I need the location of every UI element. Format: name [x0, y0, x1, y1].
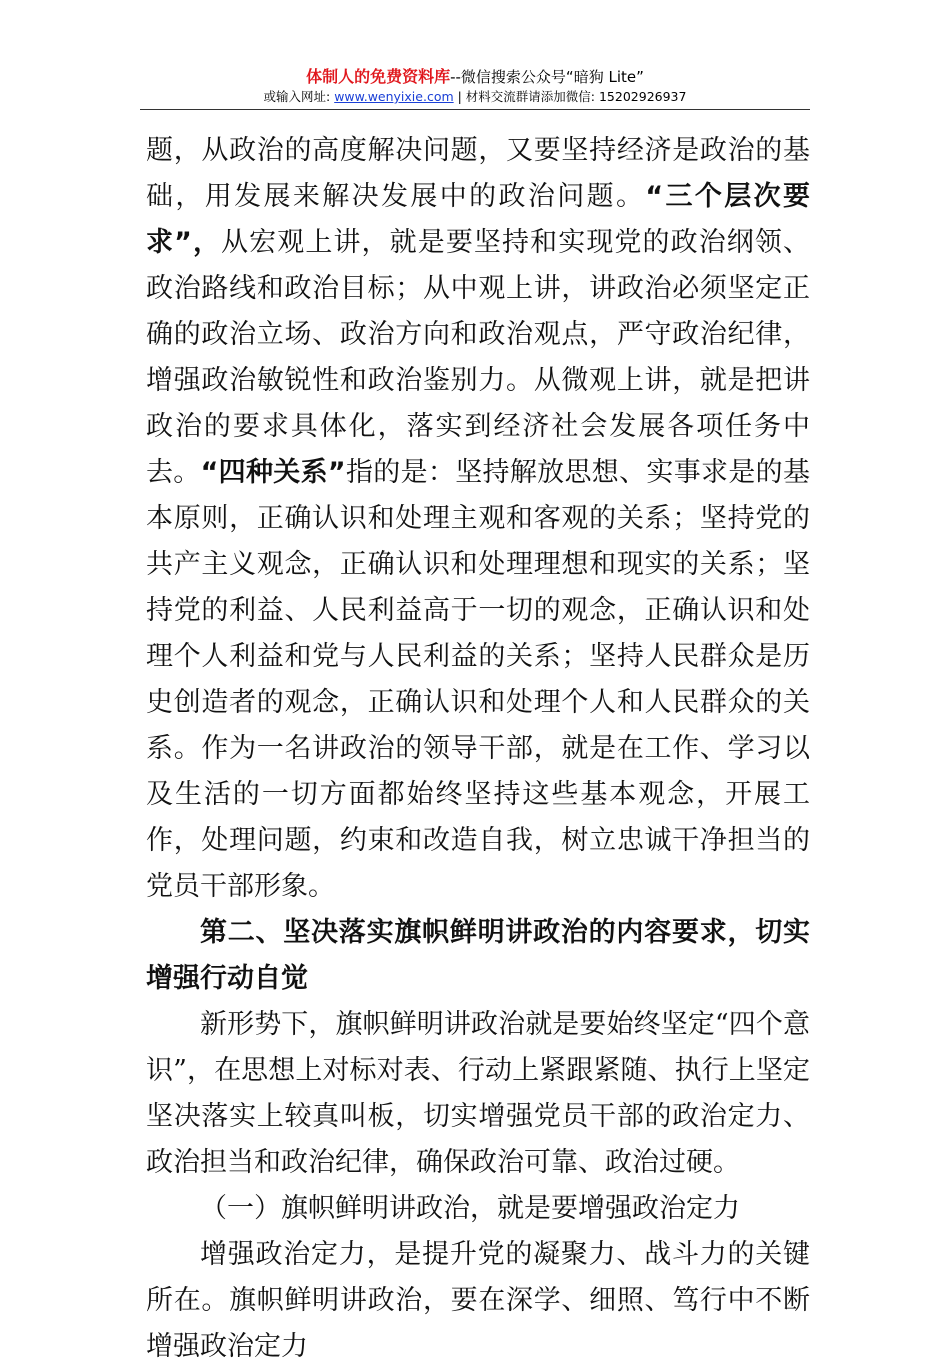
header-url-prefix: 或输入网址: [263, 89, 335, 104]
emphasis-three-levels: “三个层次要求”， [146, 181, 810, 258]
paragraph-1-text-e: 指的是：坚持解放思想、实事求是的基本原则，正确认识和处理主观和客观的关系；坚持党的共产主义观念，正确认识和处理理想和现实的关系；坚持党的利益、人民利益高于一切的观念，正确认识和处理个人利益和党与人民利益的关系；坚持人民群众是历史创造者的观念，正确认识和处理个人和人民群众的关系。作为一名讲政治的领导干部，就是在工作、学习以及生活的一切方面都始终坚持这些基本观念，开展工作，处理问题，约束和改造自我，树立忠诚干净担当的党员干部形象。 [146, 457, 810, 902]
header-line-1 [140, 66, 810, 88]
paragraph-1 [146, 128, 810, 910]
subsection-heading-1: （一）旗帜鲜明讲政治，就是要增强政治定力 [200, 1193, 740, 1224]
paragraph-3: 增强政治定力，是提升党的凝聚力、战斗力的关键所在。旗帜鲜明讲政治，要在深学、细照、笃行中不断增强政治定力 [146, 1239, 810, 1362]
emphasis-four-relations: “四种关系” [200, 457, 346, 488]
header-line-2 [140, 88, 810, 106]
paragraph-1-text-c: 从宏观上讲，就是要坚持和实现党的政治纲领、政治路线和政治目标；从中观上讲，讲政治必须坚定正确的政治立场、政治方向和政治观点，严守政治纪律，增强政治敏锐性和政治鉴别力。从微观上讲，就是把讲政治的要求具体化，落实到经济社会发展各项任务中去。 [146, 227, 811, 488]
header-brand: 体制人的免费资料库 [306, 67, 451, 86]
paragraph-1-text-a: 题，从政治的高度解决问题，又要坚持经济是政治的基础，用发展来解决发展中的政治问题。 [146, 135, 810, 212]
paragraph-2: 新形势下，旗帜鲜明讲政治就是要始终坚定“四个意识”，在思想上对标对表、行动上紧跟紧随、执行上坚定坚决落实上较真叫板，切实增强党员干部的政治定力、政治担当和政治纪律，确保政治可靠、政治过硬。 [146, 1009, 810, 1178]
section-heading-2: 第二、坚决落实旗帜鲜明讲政治的内容要求，切实增强行动自觉 [146, 917, 810, 994]
header-tagline: --微信搜索公众号“暗狗 Lite” [450, 68, 644, 86]
header-url-link[interactable]: www.wenyixie.com [334, 89, 454, 104]
page-header [140, 66, 810, 106]
header-contact: | 材料交流群请添加微信: 15202926937 [453, 89, 687, 104]
header-divider [140, 109, 810, 110]
document-body [146, 128, 810, 1370]
